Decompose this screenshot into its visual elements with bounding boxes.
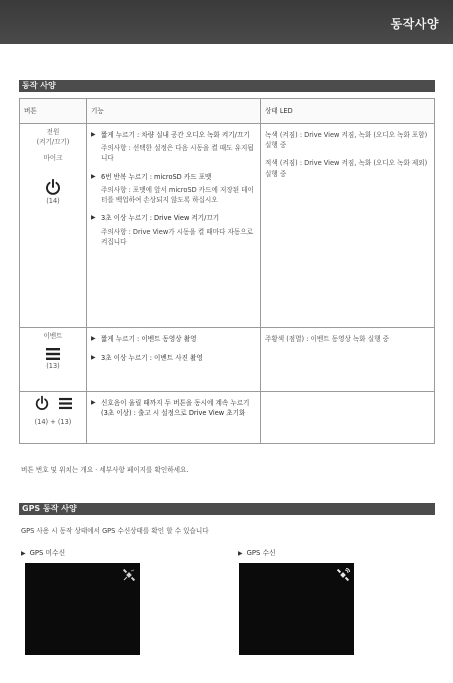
gps-no-signal-text: GPS 미수신 <box>29 549 66 557</box>
header-band <box>0 0 453 44</box>
table-row <box>20 328 435 392</box>
menu-icon <box>24 347 82 361</box>
led-cell-combo <box>261 392 435 444</box>
function-cell-combo <box>87 392 261 444</box>
button-ref: (14) <box>46 196 60 205</box>
function-text: 짧게 누르기 : 차량 실내 공간 오디오 녹화 켜기/끄기 <box>101 131 250 139</box>
table-row <box>20 124 435 328</box>
button-cell-combo <box>20 392 87 444</box>
function-item <box>91 172 256 182</box>
led-status: 적색 (켜짐) : Drive View 켜짐, 녹화 (오디오 녹화 제외) 실행 중 <box>265 159 428 178</box>
function-item <box>91 130 256 140</box>
function-item <box>91 398 256 418</box>
table-header-row <box>20 99 435 124</box>
button-spec-table <box>19 98 435 444</box>
button-cell-power <box>20 124 87 328</box>
function-text: 짧게 누르기 : 이벤트 동영상 촬영 <box>101 335 197 343</box>
bullet-icon: ▶ <box>91 335 96 342</box>
gps-signal-text: GPS 수신 <box>246 549 276 557</box>
gps-signal-label <box>238 547 276 557</box>
button-ref: (13) <box>46 362 60 371</box>
header-button: 버튼 <box>20 99 87 124</box>
button-cell-event <box>20 328 87 392</box>
table-row <box>20 392 435 444</box>
gps-description: GPS 사용 시 동작 상태에서 GPS 수신상태를 확인 할 수 있습니다 <box>21 527 209 535</box>
function-note: 주의사항 : 선택한 설정은 다음 시동을 켤 때도 유지됩니다 <box>101 144 254 163</box>
footnote: 버튼 번호 및 위치는 개요 · 세부사항 페이지를 확인하세요. <box>21 466 189 474</box>
function-item <box>91 213 256 223</box>
satellite-icon <box>122 567 136 586</box>
section-title-operation: 동작 사양 <box>19 80 435 92</box>
gps-no-signal-screen <box>25 563 140 655</box>
header-function: 기능 <box>87 99 261 124</box>
power-icon <box>34 395 50 414</box>
combo-icons <box>24 395 82 414</box>
page-header-title: 동작사양 <box>390 17 439 31</box>
button-name-line: (켜기/끄기) <box>36 138 70 147</box>
bullet-icon: ▶ <box>91 214 96 222</box>
function-text: 신호음이 울릴 때까지 두 버튼을 동시에 계속 누르기 (3초 이상) : 출고 시 설정으로 Drive View 초기화 <box>101 399 250 418</box>
function-cell-power <box>87 124 261 328</box>
button-ref: (14) + (13) <box>34 418 72 427</box>
bullet-icon: ▶ <box>91 399 96 406</box>
satellite-icon <box>336 567 350 586</box>
header-led: 상태 LED <box>261 99 435 124</box>
menu-icon <box>58 397 73 413</box>
function-cell-event <box>87 328 261 392</box>
led-status: 녹색 (켜짐) : Drive View 켜짐, 녹화 (오디오 녹화 포함) 실행 중 <box>265 131 428 150</box>
power-icon <box>24 178 82 196</box>
bullet-icon: ▶ <box>91 354 96 362</box>
button-name-line: 이벤트 <box>43 332 63 340</box>
gps-signal-screen <box>239 563 354 655</box>
button-name-line: 마이크 <box>43 154 63 163</box>
bullet-icon: ▶ <box>91 131 96 138</box>
function-text: 6번 반복 누르기 : microSD 카드 포맷 <box>101 172 212 181</box>
button-name-line: 전원 <box>46 128 60 136</box>
bullet-icon: ▶ <box>21 550 26 557</box>
function-note: 주의사항 : 포맷에 앞서 microSD 카드에 저장된 데이터를 백업하여 손상되지 않도록 하십시오 <box>101 185 254 205</box>
led-cell-event <box>261 328 435 392</box>
bullet-icon: ▶ <box>238 550 243 557</box>
function-item <box>91 334 256 344</box>
function-text: 3초 이상 누르기 : 이벤트 사진 촬영 <box>101 354 203 363</box>
led-status: 주황색 (점멸) : 이벤트 동영상 녹화 실행 중 <box>265 335 389 343</box>
bullet-icon: ▶ <box>91 172 96 180</box>
function-item <box>91 353 256 363</box>
section-title-gps: GPS 동작 사양 <box>19 503 435 515</box>
gps-no-signal-label <box>21 547 65 557</box>
function-note: 주의사항 : Drive View가 시동을 켤 때마다 자동으로 켜집니다 <box>101 227 254 246</box>
led-cell-power <box>261 124 435 328</box>
function-text: 3초 이상 누르기 : Drive View 켜기/끄기 <box>101 214 220 223</box>
